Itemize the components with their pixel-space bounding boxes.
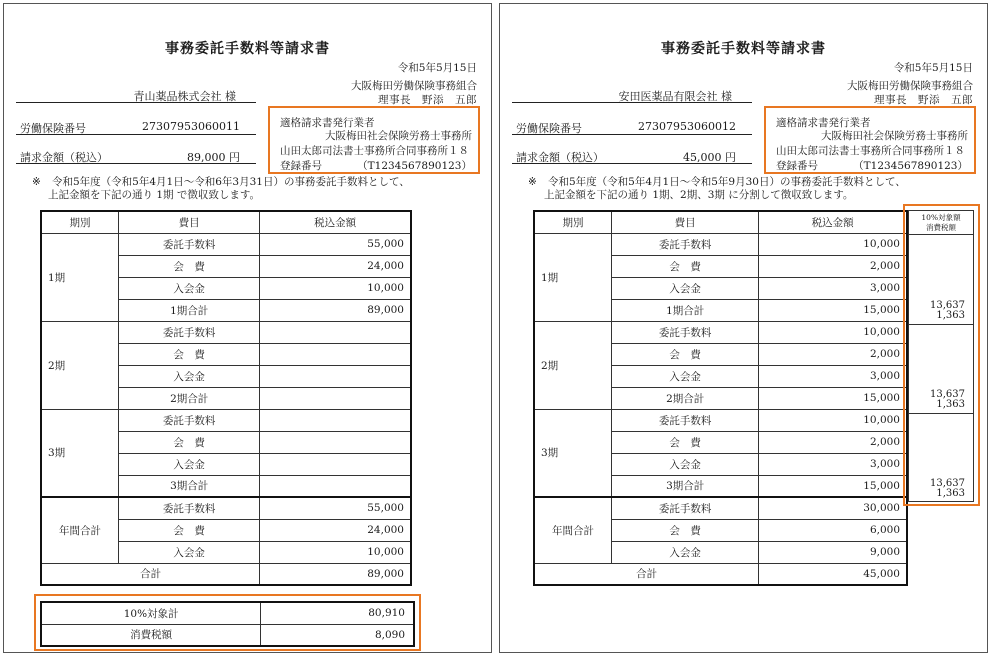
amount-cell: 10,000 — [260, 541, 411, 563]
amount-cell: 10,000 — [759, 321, 907, 343]
amount-cell: 10,000 — [260, 277, 411, 299]
note-mark: ※ — [32, 176, 41, 188]
item-cell: 委託手数料 — [612, 321, 759, 343]
amount-cell — [260, 343, 411, 365]
item-cell: 委託手数料 — [612, 233, 759, 255]
amount-cell: 2,000 — [759, 343, 907, 365]
header-item: 費目 — [612, 211, 759, 233]
amount-cell — [260, 431, 411, 453]
note-line-1: 令和5年度（令和5年4月1日～令和5年9月30日）の事務委託手数料として、 — [548, 176, 906, 188]
tax-consumption-amount: 1,363 — [936, 310, 965, 321]
issuer-chair: 理事長 野添 五郎 — [378, 94, 477, 106]
item-cell: 会 費 — [612, 431, 759, 453]
header-amount: 税込金額 — [260, 211, 411, 233]
amount-cell — [260, 387, 411, 409]
period-cell: 1期 — [41, 233, 119, 321]
tax-column-highlight — [903, 204, 980, 506]
total-label: 合計 — [41, 563, 260, 585]
reg-line-2: 大阪梅田社会保険労務士事務所 — [821, 130, 968, 142]
document-title: 事務委託手数料等請求書 — [165, 41, 330, 57]
summary-value: 80,910 — [261, 602, 414, 624]
note-line-1: 令和5年度（令和5年4月1日～令和6年3月31日）の事務委託手数料として、 — [52, 176, 410, 188]
client-name: 安田医薬品有限会社 様 — [618, 90, 732, 103]
client-row — [16, 88, 256, 103]
item-cell: 会 費 — [612, 255, 759, 277]
item-cell: 3期合計 — [612, 475, 759, 497]
tax-header-line-2: 消費税額 — [926, 223, 956, 232]
amount-cell: 10,000 — [759, 409, 907, 431]
amount-cell: 24,000 — [260, 255, 411, 277]
table-header-row — [534, 211, 907, 233]
item-cell: 会 費 — [612, 343, 759, 365]
billing-amount-label: 請求金額（税込） — [20, 151, 108, 164]
issuer-name: 大阪梅田労働保険事務組合 — [351, 80, 477, 92]
amount-cell: 30,000 — [759, 497, 907, 519]
qualified-invoice-issuer-box — [764, 106, 976, 174]
billing-amount-row — [16, 149, 256, 164]
billing-amount-label: 請求金額（税込） — [516, 151, 604, 164]
item-cell: 2期合計 — [119, 387, 260, 409]
total-value: 89,000 — [260, 563, 411, 585]
item-cell: 入会金 — [119, 365, 260, 387]
amount-cell: 15,000 — [759, 299, 907, 321]
total-value: 45,000 — [759, 563, 907, 585]
table-row — [534, 321, 907, 343]
summary-label: 10%対象計 — [41, 602, 261, 624]
billing-amount-value: 45,000 円 — [683, 151, 736, 164]
issuer-name: 大阪梅田労働保険事務組合 — [847, 80, 973, 92]
item-cell: 3期合計 — [119, 475, 260, 497]
header-period: 期別 — [534, 211, 612, 233]
document-title: 事務委託手数料等請求書 — [661, 41, 826, 57]
insurance-number-label: 労働保険番号 — [20, 122, 86, 135]
period-cell: 3期 — [534, 409, 612, 497]
reg-number-value: （T1234567890123） — [853, 160, 968, 172]
header-item: 費目 — [119, 211, 260, 233]
item-cell: 入会金 — [612, 541, 759, 563]
amount-cell: 3,000 — [759, 453, 907, 475]
item-cell: 入会金 — [119, 453, 260, 475]
table-row — [534, 233, 907, 255]
invoice-document-left — [3, 3, 492, 653]
amount-cell: 3,000 — [759, 365, 907, 387]
tax-header-line-1: 10%対象額 — [921, 213, 961, 222]
tax-target-amount: 13,637 — [930, 389, 965, 400]
item-cell: 入会金 — [119, 277, 260, 299]
insurance-number-value: 27307953060011 — [142, 120, 240, 133]
table-row — [41, 497, 411, 519]
item-cell: 2期合計 — [612, 387, 759, 409]
amount-cell: 15,000 — [759, 387, 907, 409]
table-row — [41, 321, 411, 343]
item-cell: 委託手数料 — [119, 409, 260, 431]
issue-date: 令和5年5月15日 — [397, 62, 477, 74]
header-amount: 税込金額 — [759, 211, 907, 233]
item-cell: 入会金 — [612, 277, 759, 299]
insurance-number-label: 労働保険番号 — [516, 122, 582, 135]
total-row — [41, 563, 411, 585]
table-row — [41, 409, 411, 431]
amount-cell: 10,000 — [759, 233, 907, 255]
note-line-2: 上記金額を下記の通り 1期、2期、3期 に分割して徴収致します。 — [544, 189, 854, 201]
fee-table — [533, 210, 908, 586]
item-cell: 会 費 — [119, 431, 260, 453]
amount-cell: 24,000 — [260, 519, 411, 541]
item-cell: 委託手数料 — [612, 497, 759, 519]
amount-cell — [260, 475, 411, 497]
amount-cell: 6,000 — [759, 519, 907, 541]
amount-cell: 55,000 — [260, 497, 411, 519]
tax-consumption-amount: 1,363 — [936, 488, 965, 499]
period-cell: 2期 — [534, 321, 612, 409]
insurance-number-row — [16, 120, 256, 135]
period-cell: 3期 — [41, 409, 119, 497]
item-cell: 会 費 — [119, 255, 260, 277]
amount-cell: 55,000 — [260, 233, 411, 255]
summary-row — [41, 602, 414, 624]
amount-cell — [260, 365, 411, 387]
issuer-chair: 理事長 野添 五郎 — [874, 94, 973, 106]
table-header-row — [41, 211, 411, 233]
insurance-number-value: 27307953060012 — [638, 120, 736, 133]
tax-target-amount: 13,637 — [930, 478, 965, 489]
item-cell: 入会金 — [119, 541, 260, 563]
reg-line-1: 適格請求書発行業者 — [776, 117, 871, 129]
item-cell: 会 費 — [119, 519, 260, 541]
item-cell: 1期合計 — [612, 299, 759, 321]
table-row — [534, 497, 907, 519]
item-cell: 委託手数料 — [612, 409, 759, 431]
client-name: 青山薬品株式会社 様 — [133, 90, 236, 103]
item-cell: 会 費 — [119, 343, 260, 365]
amount-cell — [260, 321, 411, 343]
issue-date: 令和5年5月15日 — [893, 62, 973, 74]
item-cell: 委託手数料 — [119, 233, 260, 255]
period-cell: 年間合計 — [534, 497, 612, 563]
reg-number-label: 登録番号 — [776, 160, 818, 172]
reg-number-value: （T1234567890123） — [357, 160, 472, 172]
reg-line-3: 山田太郎司法書士事務所合同事務所１８ — [280, 145, 469, 157]
summary-value: 8,090 — [261, 624, 414, 646]
item-cell: 1期合計 — [119, 299, 260, 321]
amount-cell — [260, 409, 411, 431]
item-cell: 入会金 — [612, 365, 759, 387]
reg-line-1: 適格請求書発行業者 — [280, 117, 375, 129]
billing-amount-row — [512, 149, 752, 164]
item-cell: 会 費 — [612, 519, 759, 541]
item-cell: 委託手数料 — [119, 321, 260, 343]
total-row — [534, 563, 907, 585]
tax-consumption-amount: 1,363 — [936, 399, 965, 410]
period-cell: 1期 — [534, 233, 612, 321]
amount-cell: 9,000 — [759, 541, 907, 563]
period-cell: 2期 — [41, 321, 119, 409]
note-mark: ※ — [528, 176, 537, 188]
summary-label: 消費税額 — [41, 624, 261, 646]
tax-target-amount: 13,637 — [930, 300, 965, 311]
billing-amount-value: 89,000 円 — [187, 151, 240, 164]
amount-cell: 3,000 — [759, 277, 907, 299]
table-row — [41, 233, 411, 255]
client-row — [512, 88, 752, 103]
period-cell: 年間合計 — [41, 497, 119, 563]
reg-number-label: 登録番号 — [280, 160, 322, 172]
tax-summary-table — [40, 601, 415, 647]
item-cell: 入会金 — [612, 453, 759, 475]
amount-cell: 15,000 — [759, 475, 907, 497]
fee-table — [40, 210, 412, 586]
amount-cell: 2,000 — [759, 431, 907, 453]
qualified-invoice-issuer-box — [268, 106, 480, 174]
total-label: 合計 — [534, 563, 759, 585]
note-line-2: 上記金額を下記の通り 1期 で徴収致します。 — [48, 189, 261, 201]
item-cell: 委託手数料 — [119, 497, 260, 519]
amount-cell — [260, 453, 411, 475]
tax-summary-box — [34, 594, 421, 651]
reg-line-2: 大阪梅田社会保険労務士事務所 — [325, 130, 472, 142]
amount-cell: 2,000 — [759, 255, 907, 277]
insurance-number-row — [512, 120, 752, 135]
summary-row — [41, 624, 414, 646]
invoice-document-right — [499, 3, 988, 653]
amount-cell: 89,000 — [260, 299, 411, 321]
reg-line-3: 山田太郎司法書士事務所合同事務所１８ — [776, 145, 965, 157]
table-row — [534, 409, 907, 431]
header-period: 期別 — [41, 211, 119, 233]
